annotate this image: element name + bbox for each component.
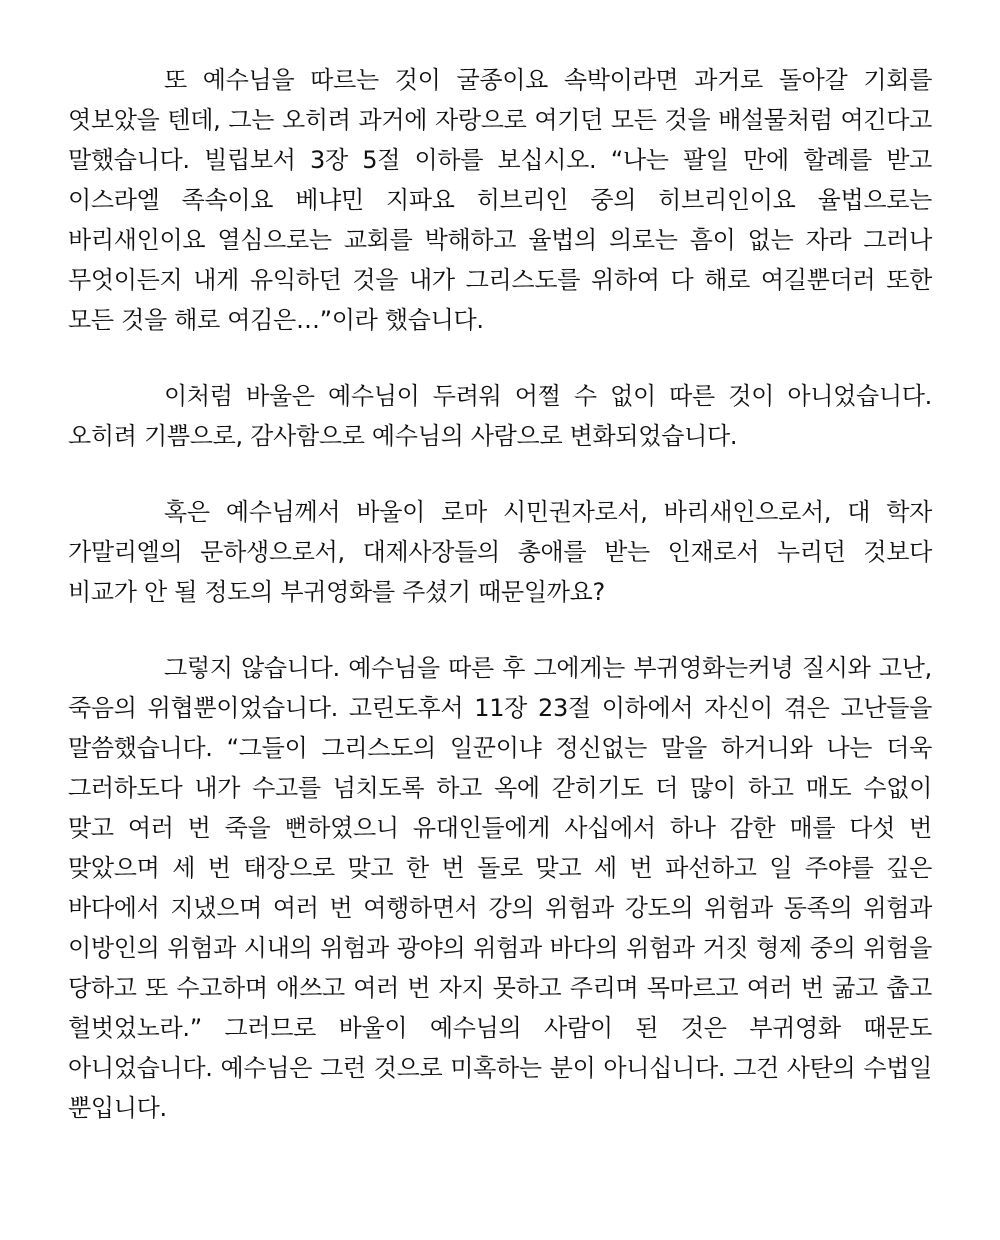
document-page	[68, 60, 932, 1128]
paragraph-3: 혹은 예수님께서 바울이 로마 시민권자로서, 바리새인으로서, 대 학자 가말리엘의 문하생으로서, 대제사장들의 총애를 받는 인재로서 누리던 것보다 비교가 안 될 정도의 부귀영화를 주셨기 때문일까요?	[68, 498, 932, 606]
paragraph-1: 또 예수님을 따르는 것이 굴종이요 속박이라면 과거로 돌아갈 기회를 엿보았을 텐데, 그는 오히려 과거에 자랑으로 여기던 모든 것을 배설물처럼 여긴다고 말했습니다. 빌립보서 3장 5절 이하를 보십시오. “나는 팔일 만에 할례를 받고 이스라엘 족속이요 베냐민 지파요 히브리인 중의 히브리인이요 율법으로는 바리새인이요 열심으로는 교회를 박해하고 율법의 의로는 흠이 없는 자라 그러나 무엇이든지 내게 유익하던 것을 내가 그리스도를 위하여 다 해로 여길뿐더러 또한 모든 것을 해로 여김은…”이라 했습니다.	[68, 66, 932, 334]
paragraph-2: 이처럼 바울은 예수님이 두려워 어쩔 수 없이 따른 것이 아니었습니다. 오히려 기쁨으로, 감사함으로 예수님의 사람으로 변화되었습니다.	[68, 382, 932, 450]
paragraph-4: 그렇지 않습니다. 예수님을 따른 후 그에게는 부귀영화는커녕 질시와 고난, 죽음의 위협뿐이었습니다. 고린도후서 11장 23절 이하에서 자신이 겪은 고난들을 말씀했습니다. “그들이 그리스도의 일꾼이냐 정신없는 말을 하거니와 나는 더욱 그러하도다 내가 수고를 넘치도록 하고 옥에 갇히기도 더 많이 하고 매도 수없이 맞고 여러 번 죽을 뻔하였으니 유대인들에게 사십에서 하나 감한 매를 다섯 번 맞았으며 세 번 태장으로 맞고 한 번 돌로 맞고 세 번 파선하고 일 주야를 깊은 바다에서 지냈으며 여러 번 여행하면서 강의 위험과 강도의 위험과 동족의 위험과 이방인의 위험과 시내의 위험과 광야의 위험과 바다의 위험과 거짓 형제 중의 위험을 당하고 또 수고하며 애쓰고 여러 번 자지 못하고 주리며 목마르고 여러 번 굶고 춥고 헐벗었노라.” 그러므로 바울이 예수님의 사람이 된 것은 부귀영화 때문도 아니었습니다. 예수님은 그런 것으로 미혹하는 분이 아니십니다. 그건 사탄의 수법일 뿐입니다.	[68, 654, 932, 1122]
